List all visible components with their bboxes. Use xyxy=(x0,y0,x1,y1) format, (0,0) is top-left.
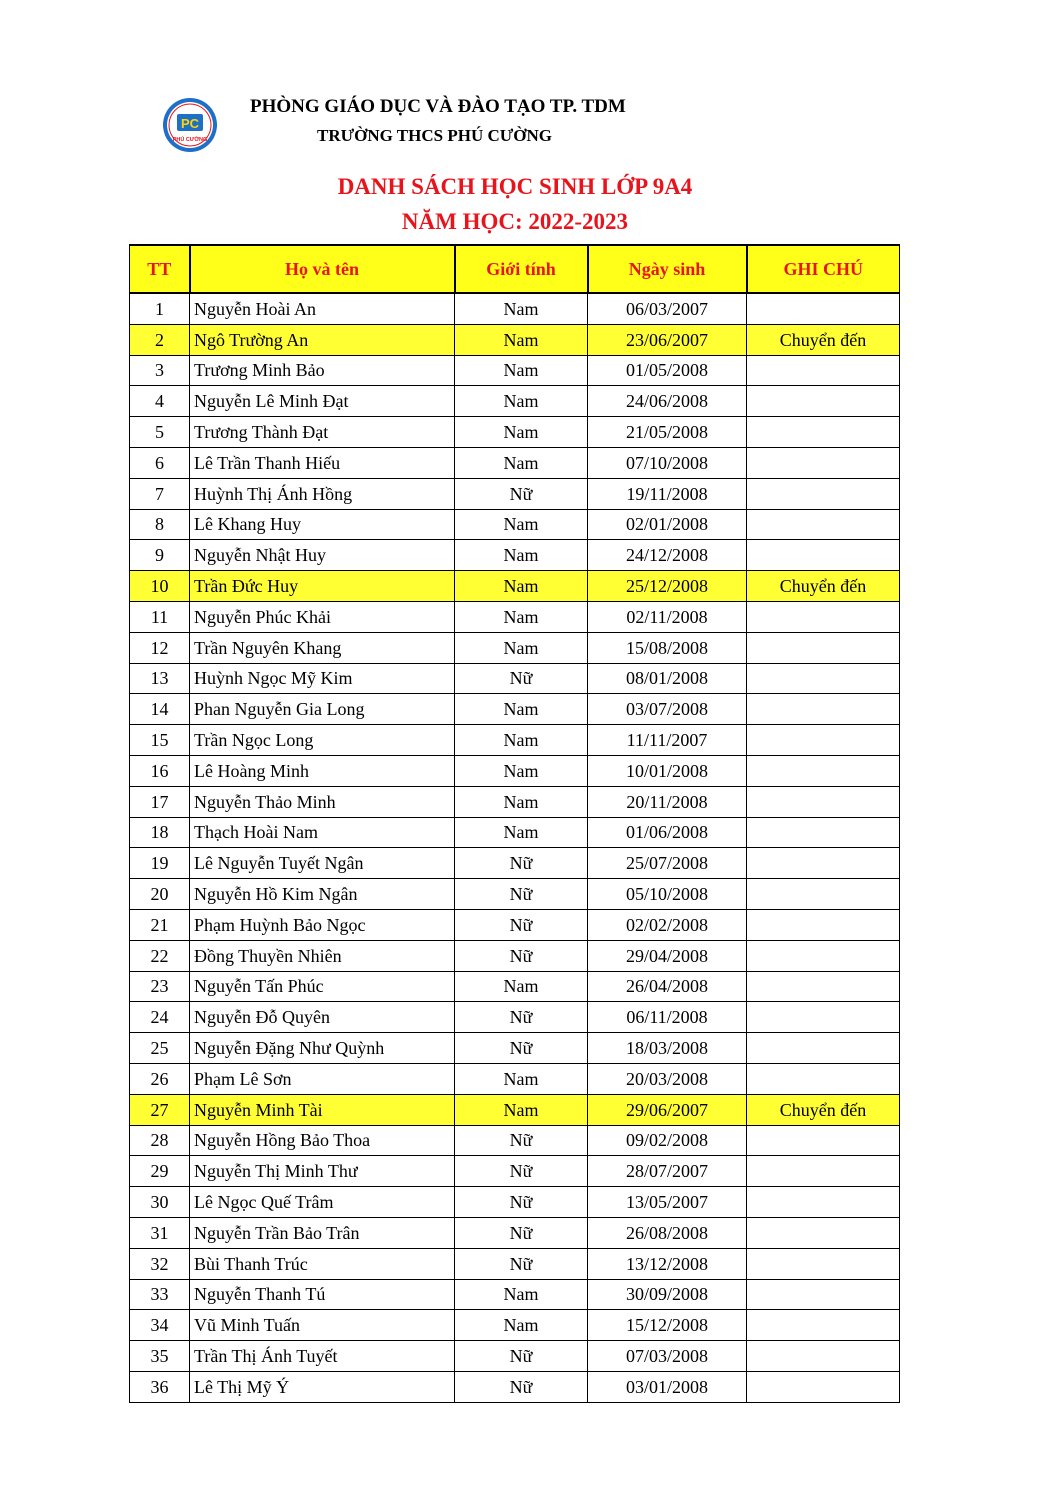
cell-note xyxy=(747,1279,900,1310)
table-row xyxy=(130,324,900,355)
cell-note xyxy=(747,663,900,694)
cell-note xyxy=(747,1002,900,1033)
cell-dob: 23/06/2007 xyxy=(588,324,747,355)
cell-name: Nguyễn Tấn Phúc xyxy=(190,971,455,1002)
cell-note xyxy=(747,879,900,910)
cell-tt: 9 xyxy=(130,540,190,571)
cell-gender: Nữ xyxy=(455,1371,588,1402)
cell-gender: Nam xyxy=(455,817,588,848)
table-row xyxy=(130,817,900,848)
cell-gender: Nam xyxy=(455,293,588,324)
cell-gender: Nữ xyxy=(455,879,588,910)
table-row xyxy=(130,386,900,417)
cell-note xyxy=(747,1156,900,1187)
cell-dob: 20/03/2008 xyxy=(588,1063,747,1094)
column-header-gender: Giới tính xyxy=(455,245,588,293)
table-row xyxy=(130,571,900,602)
cell-name: Nguyễn Hồng Bảo Thoa xyxy=(190,1125,455,1156)
cell-tt: 17 xyxy=(130,786,190,817)
cell-name: Nguyễn Thị Minh Thư xyxy=(190,1156,455,1187)
cell-dob: 18/03/2008 xyxy=(588,1033,747,1064)
cell-name: Trần Ngọc Long xyxy=(190,725,455,756)
table-row xyxy=(130,940,900,971)
school-logo-icon xyxy=(162,97,218,153)
cell-gender: Nam xyxy=(455,540,588,571)
cell-name: Lê Khang Huy xyxy=(190,509,455,540)
cell-note xyxy=(747,755,900,786)
table-row xyxy=(130,971,900,1002)
table-row xyxy=(130,1248,900,1279)
cell-note: Chuyển đến xyxy=(747,324,900,355)
cell-tt: 36 xyxy=(130,1371,190,1402)
cell-dob: 09/02/2008 xyxy=(588,1125,747,1156)
school-year: NĂM HỌC: 2022-2023 xyxy=(401,209,629,234)
table-row xyxy=(130,447,900,478)
cell-note xyxy=(747,355,900,386)
cell-tt: 31 xyxy=(130,1217,190,1248)
cell-note xyxy=(747,817,900,848)
cell-gender: Nam xyxy=(455,386,588,417)
cell-note xyxy=(747,1063,900,1094)
cell-gender: Nam xyxy=(455,1094,588,1125)
cell-tt: 12 xyxy=(130,632,190,663)
cell-tt: 22 xyxy=(130,940,190,971)
table-row xyxy=(130,540,900,571)
cell-note xyxy=(747,940,900,971)
cell-gender: Nam xyxy=(455,755,588,786)
cell-dob: 06/03/2007 xyxy=(588,293,747,324)
table-row xyxy=(130,1217,900,1248)
cell-dob: 15/08/2008 xyxy=(588,632,747,663)
cell-note xyxy=(747,1248,900,1279)
cell-gender: Nam xyxy=(455,786,588,817)
cell-note xyxy=(747,971,900,1002)
cell-gender: Nam xyxy=(455,601,588,632)
cell-tt: 2 xyxy=(130,324,190,355)
table-row xyxy=(130,1063,900,1094)
cell-tt: 7 xyxy=(130,478,190,509)
cell-tt: 26 xyxy=(130,1063,190,1094)
table-row xyxy=(130,1033,900,1064)
cell-dob: 06/11/2008 xyxy=(588,1002,747,1033)
cell-note xyxy=(747,417,900,448)
table-row xyxy=(130,1125,900,1156)
cell-note xyxy=(747,1310,900,1341)
cell-name: Ngô Trường An xyxy=(190,324,455,355)
cell-tt: 15 xyxy=(130,725,190,756)
cell-dob: 25/12/2008 xyxy=(588,571,747,602)
table-row xyxy=(130,786,900,817)
student-roster-table xyxy=(129,244,900,1403)
column-header-note: GHI CHÚ xyxy=(747,245,900,293)
cell-dob: 11/11/2007 xyxy=(588,725,747,756)
cell-tt: 30 xyxy=(130,1187,190,1218)
cell-gender: Nam xyxy=(455,1279,588,1310)
cell-gender: Nam xyxy=(455,694,588,725)
cell-gender: Nam xyxy=(455,509,588,540)
cell-name: Thạch Hoài Nam xyxy=(190,817,455,848)
cell-dob: 19/11/2008 xyxy=(588,478,747,509)
cell-dob: 13/05/2007 xyxy=(588,1187,747,1218)
cell-name: Nguyễn Trần Bảo Trân xyxy=(190,1217,455,1248)
cell-name: Nguyễn Phúc Khải xyxy=(190,601,455,632)
cell-name: Nguyễn Đỗ Quyên xyxy=(190,1002,455,1033)
school-logo-graphic xyxy=(162,97,218,153)
cell-dob: 13/12/2008 xyxy=(588,1248,747,1279)
cell-dob: 26/04/2008 xyxy=(588,971,747,1002)
department-name: PHÒNG GIÁO DỤC VÀ ĐÀO TẠO TP. TDM xyxy=(250,96,626,117)
cell-name: Lê Thị Mỹ Ý xyxy=(190,1371,455,1402)
table-row xyxy=(130,601,900,632)
cell-dob: 30/09/2008 xyxy=(588,1279,747,1310)
table-row xyxy=(130,909,900,940)
cell-name: Phạm Huỳnh Bảo Ngọc xyxy=(190,909,455,940)
cell-tt: 8 xyxy=(130,509,190,540)
cell-tt: 29 xyxy=(130,1156,190,1187)
cell-note xyxy=(747,540,900,571)
cell-name: Nguyễn Thanh Tú xyxy=(190,1279,455,1310)
cell-dob: 02/01/2008 xyxy=(588,509,747,540)
cell-dob: 26/08/2008 xyxy=(588,1217,747,1248)
cell-tt: 23 xyxy=(130,971,190,1002)
school-logo-caption: PHÚ CƯỜNG xyxy=(172,137,208,143)
cell-dob: 01/06/2008 xyxy=(588,817,747,848)
cell-note xyxy=(747,1125,900,1156)
cell-note xyxy=(747,1187,900,1218)
cell-tt: 3 xyxy=(130,355,190,386)
table-row xyxy=(130,879,900,910)
cell-gender: Nữ xyxy=(455,1187,588,1218)
cell-gender: Nữ xyxy=(455,1156,588,1187)
cell-gender: Nữ xyxy=(455,1341,588,1372)
cell-gender: Nam xyxy=(455,417,588,448)
column-header-name: Họ và tên xyxy=(190,245,455,293)
cell-note xyxy=(747,1033,900,1064)
cell-tt: 21 xyxy=(130,909,190,940)
cell-name: Nguyễn Nhật Huy xyxy=(190,540,455,571)
table-row xyxy=(130,1341,900,1372)
cell-tt: 13 xyxy=(130,663,190,694)
cell-name: Nguyễn Minh Tài xyxy=(190,1094,455,1125)
cell-note xyxy=(747,447,900,478)
table-row xyxy=(130,509,900,540)
cell-name: Nguyễn Đặng Như Quỳnh xyxy=(190,1033,455,1064)
cell-tt: 33 xyxy=(130,1279,190,1310)
cell-name: Lê Ngọc Quế Trâm xyxy=(190,1187,455,1218)
cell-name: Bùi Thanh Trúc xyxy=(190,1248,455,1279)
cell-note xyxy=(747,1217,900,1248)
cell-name: Trương Minh Bảo xyxy=(190,355,455,386)
table-row xyxy=(130,1002,900,1033)
cell-gender: Nữ xyxy=(455,1248,588,1279)
cell-note xyxy=(747,1371,900,1402)
cell-name: Phan Nguyễn Gia Long xyxy=(190,694,455,725)
cell-gender: Nữ xyxy=(455,1125,588,1156)
cell-dob: 01/05/2008 xyxy=(588,355,747,386)
cell-gender: Nam xyxy=(455,1063,588,1094)
table-row xyxy=(130,663,900,694)
cell-gender: Nam xyxy=(455,571,588,602)
cell-note xyxy=(747,509,900,540)
cell-dob: 05/10/2008 xyxy=(588,879,747,910)
cell-dob: 02/11/2008 xyxy=(588,601,747,632)
cell-gender: Nam xyxy=(455,447,588,478)
cell-tt: 34 xyxy=(130,1310,190,1341)
table-row xyxy=(130,1094,900,1125)
cell-tt: 4 xyxy=(130,386,190,417)
cell-tt: 27 xyxy=(130,1094,190,1125)
school-logo-initials: PC xyxy=(180,116,200,131)
cell-note xyxy=(747,1341,900,1372)
cell-gender: Nam xyxy=(455,324,588,355)
table-header-row xyxy=(130,245,900,293)
cell-dob: 03/07/2008 xyxy=(588,694,747,725)
cell-name: Vũ Minh Tuấn xyxy=(190,1310,455,1341)
cell-note: Chuyển đến xyxy=(747,1094,900,1125)
cell-name: Nguyễn Thảo Minh xyxy=(190,786,455,817)
cell-gender: Nữ xyxy=(455,1033,588,1064)
cell-tt: 25 xyxy=(130,1033,190,1064)
cell-note xyxy=(747,386,900,417)
cell-note xyxy=(747,786,900,817)
cell-note xyxy=(747,632,900,663)
cell-gender: Nữ xyxy=(455,1002,588,1033)
cell-name: Nguyễn Hoài An xyxy=(190,293,455,324)
cell-gender: Nữ xyxy=(455,478,588,509)
table-row xyxy=(130,1156,900,1187)
cell-note: Chuyển đến xyxy=(747,571,900,602)
cell-note xyxy=(747,601,900,632)
cell-name: Trần Đức Huy xyxy=(190,571,455,602)
column-header-dob: Ngày sinh xyxy=(588,245,747,293)
cell-tt: 5 xyxy=(130,417,190,448)
cell-tt: 35 xyxy=(130,1341,190,1372)
table-row xyxy=(130,848,900,879)
cell-gender: Nữ xyxy=(455,940,588,971)
cell-note xyxy=(747,478,900,509)
cell-gender: Nam xyxy=(455,725,588,756)
table-row xyxy=(130,1279,900,1310)
cell-dob: 29/06/2007 xyxy=(588,1094,747,1125)
table-row xyxy=(130,1187,900,1218)
cell-tt: 10 xyxy=(130,571,190,602)
cell-tt: 18 xyxy=(130,817,190,848)
cell-name: Trần Nguyên Khang xyxy=(190,632,455,663)
cell-name: Nguyễn Hồ Kim Ngân xyxy=(190,879,455,910)
table-row xyxy=(130,1371,900,1402)
cell-note xyxy=(747,848,900,879)
cell-dob: 24/12/2008 xyxy=(588,540,747,571)
table-row xyxy=(130,293,900,324)
cell-dob: 03/01/2008 xyxy=(588,1371,747,1402)
cell-tt: 28 xyxy=(130,1125,190,1156)
cell-gender: Nữ xyxy=(455,848,588,879)
cell-tt: 14 xyxy=(130,694,190,725)
cell-dob: 15/12/2008 xyxy=(588,1310,747,1341)
cell-dob: 10/01/2008 xyxy=(588,755,747,786)
cell-name: Nguyễn Lê Minh Đạt xyxy=(190,386,455,417)
cell-name: Trương Thành Đạt xyxy=(190,417,455,448)
cell-note xyxy=(747,293,900,324)
cell-dob: 25/07/2008 xyxy=(588,848,747,879)
cell-tt: 32 xyxy=(130,1248,190,1279)
cell-tt: 19 xyxy=(130,848,190,879)
cell-name: Lê Trần Thanh Hiếu xyxy=(190,447,455,478)
document-title: DANH SÁCH HỌC SINH LỚP 9A4 xyxy=(337,174,693,199)
cell-dob: 08/01/2008 xyxy=(588,663,747,694)
cell-tt: 24 xyxy=(130,1002,190,1033)
table-row xyxy=(130,632,900,663)
cell-dob: 28/07/2007 xyxy=(588,1156,747,1187)
cell-tt: 6 xyxy=(130,447,190,478)
table-row xyxy=(130,694,900,725)
cell-name: Lê Nguyễn Tuyết Ngân xyxy=(190,848,455,879)
cell-dob: 07/03/2008 xyxy=(588,1341,747,1372)
cell-name: Huỳnh Thị Ánh Hồng xyxy=(190,478,455,509)
cell-name: Trần Thị Ánh Tuyết xyxy=(190,1341,455,1372)
cell-name: Phạm Lê Sơn xyxy=(190,1063,455,1094)
cell-dob: 21/05/2008 xyxy=(588,417,747,448)
cell-tt: 11 xyxy=(130,601,190,632)
cell-gender: Nam xyxy=(455,971,588,1002)
cell-note xyxy=(747,694,900,725)
table-row xyxy=(130,478,900,509)
cell-gender: Nam xyxy=(455,1310,588,1341)
cell-dob: 29/04/2008 xyxy=(588,940,747,971)
cell-tt: 1 xyxy=(130,293,190,324)
cell-dob: 07/10/2008 xyxy=(588,447,747,478)
school-name: TRƯỜNG THCS PHÚ CƯỜNG xyxy=(317,126,553,145)
cell-gender: Nam xyxy=(455,355,588,386)
table-row xyxy=(130,1310,900,1341)
cell-tt: 20 xyxy=(130,879,190,910)
cell-name: Lê Hoàng Minh xyxy=(190,755,455,786)
table-row xyxy=(130,755,900,786)
table-row xyxy=(130,725,900,756)
cell-gender: Nữ xyxy=(455,1217,588,1248)
cell-note xyxy=(747,725,900,756)
column-header-tt: TT xyxy=(130,245,190,293)
cell-name: Huỳnh Ngọc Mỹ Kim xyxy=(190,663,455,694)
cell-tt: 16 xyxy=(130,755,190,786)
cell-gender: Nữ xyxy=(455,663,588,694)
cell-note xyxy=(747,909,900,940)
table-body xyxy=(130,293,900,1402)
cell-dob: 02/02/2008 xyxy=(588,909,747,940)
cell-dob: 20/11/2008 xyxy=(588,786,747,817)
cell-gender: Nam xyxy=(455,632,588,663)
cell-dob: 24/06/2008 xyxy=(588,386,747,417)
cell-name: Đồng Thuyền Nhiên xyxy=(190,940,455,971)
cell-gender: Nữ xyxy=(455,909,588,940)
table-row xyxy=(130,417,900,448)
table-row xyxy=(130,355,900,386)
